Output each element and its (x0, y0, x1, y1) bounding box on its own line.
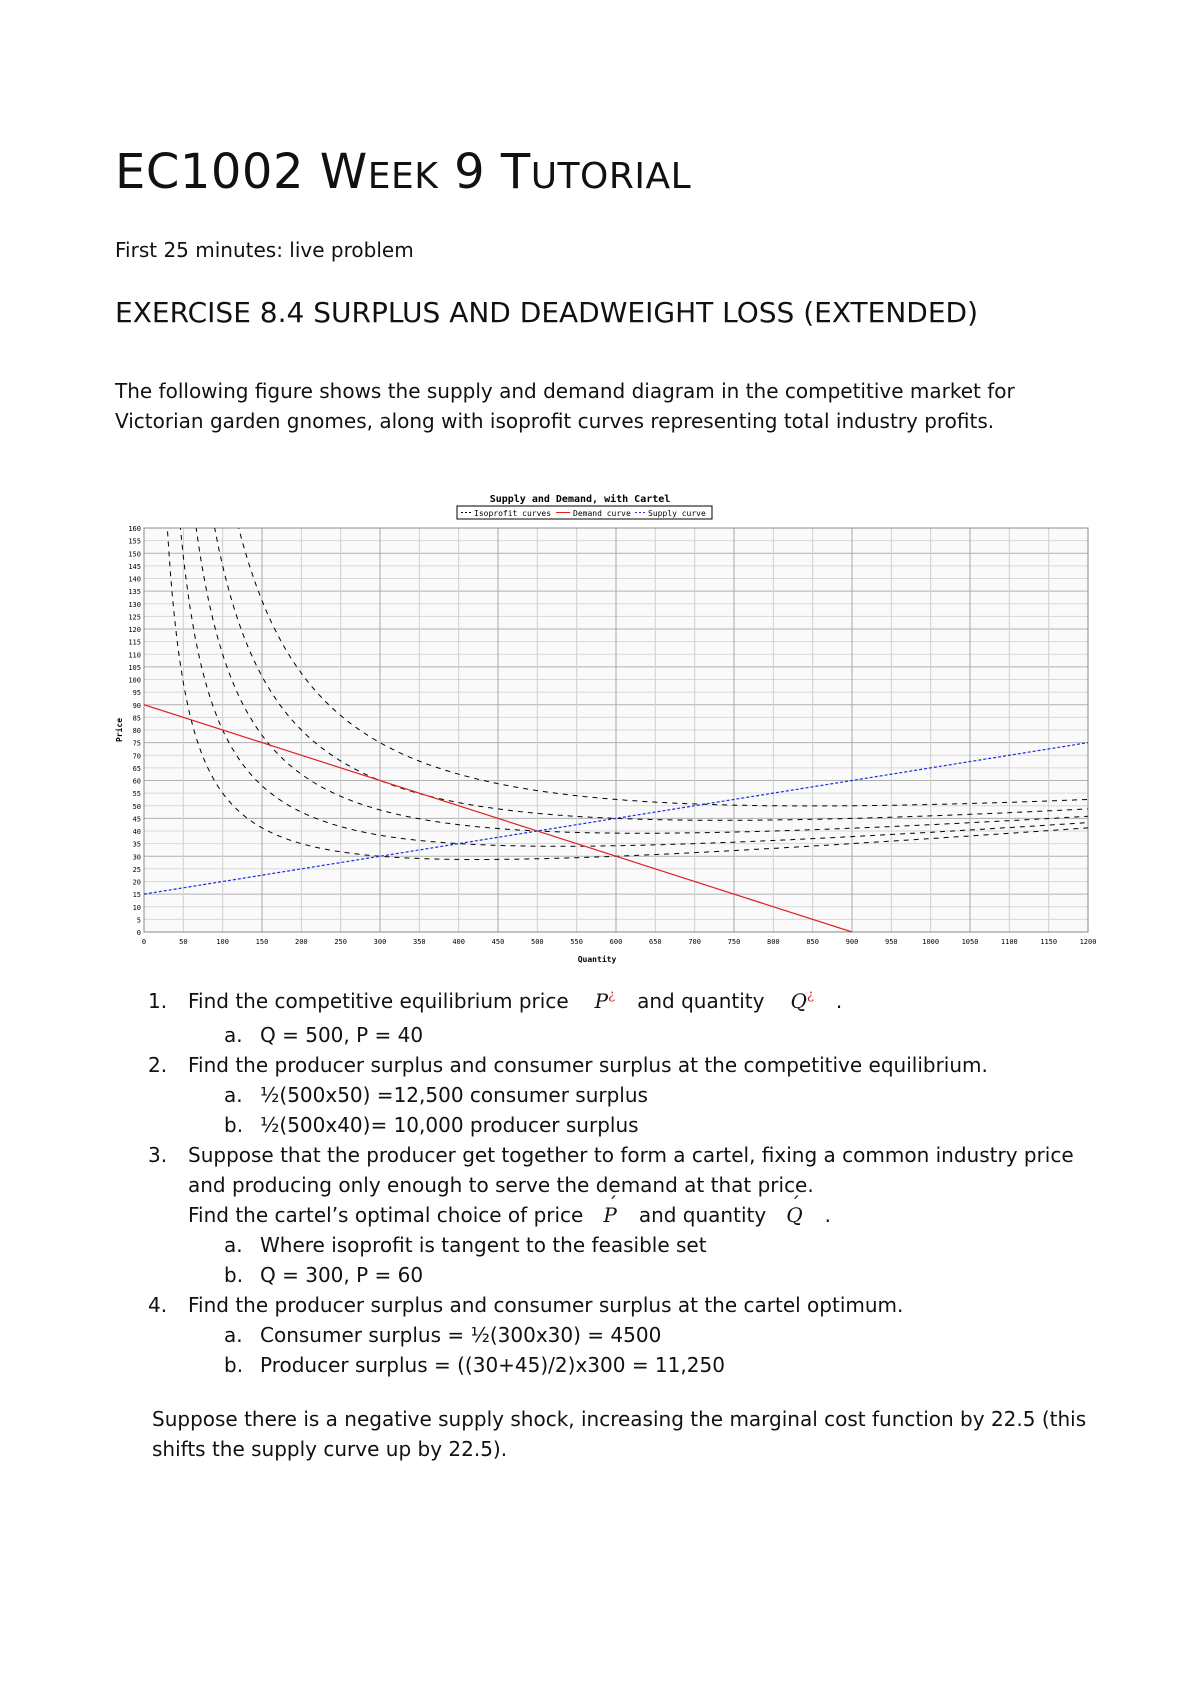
legend-supply: Supply curve (648, 509, 706, 518)
y-tick-label: 70 (132, 752, 141, 761)
answer-item: a. ½(500x50) =12,500 consumer surplus (224, 1083, 648, 1107)
y-tick-label: 115 (128, 638, 141, 647)
x-tick-label: 0 (141, 938, 147, 946)
chart-legend (457, 506, 712, 519)
x-tick-label: 750 (727, 938, 741, 946)
x-tick-label: 100 (216, 938, 229, 946)
y-axis-label: Price (115, 717, 124, 743)
x-tick-label: 700 (688, 938, 701, 946)
question-number: 3. (148, 1143, 168, 1167)
y-tick-label: 140 (128, 575, 141, 584)
answer-item: a. Q = 500, P = 40 (224, 1023, 424, 1047)
x-tick-label: 850 (806, 938, 819, 946)
y-tick-label: 65 (132, 764, 141, 773)
y-tick-label: 50 (132, 802, 141, 811)
x-tick-label: 900 (845, 938, 859, 946)
chart-title: Supply and Demand, with Cartel (489, 494, 671, 505)
legend-isoprofit: Isoprofit curves (474, 509, 552, 518)
question-list (148, 986, 1108, 1380)
subtitle: First 25 minutes: live problem (115, 238, 414, 262)
question-number: 1. (148, 989, 168, 1013)
y-tick-label: 30 (132, 853, 141, 862)
y-tick-label: 95 (132, 689, 141, 698)
y-tick-label: 5 (136, 916, 141, 925)
answer-item: a. Consumer surplus = ½(300x30) = 4500 (224, 1323, 662, 1347)
y-tick-label: 90 (132, 701, 141, 710)
question-1: 1. Find the competitive equilibrium price P¿ and quantity Q¿ . a. Q = 500, P = 40 (148, 986, 1108, 1050)
y-tick-label: 130 (128, 600, 141, 609)
x-tick-label: 950 (885, 938, 898, 946)
x-tick-label: 250 (334, 938, 347, 946)
x-tick-label: 200 (295, 938, 308, 946)
y-tick-label: 35 (132, 840, 141, 849)
x-tick-label: 1200 (1079, 938, 1097, 946)
y-tick-label: 10 (132, 903, 141, 912)
y-tick-label: 80 (132, 727, 141, 735)
y-tick-label: 40 (132, 828, 141, 836)
y-tick-label: 120 (128, 626, 141, 634)
y-tick-label: 20 (132, 878, 141, 887)
x-tick-label: 500 (531, 938, 544, 946)
x-tick-label: 600 (609, 938, 623, 946)
x-tick-label: 1050 (961, 938, 979, 946)
y-tick-label: 55 (132, 790, 141, 799)
y-tick-label: 145 (128, 562, 141, 571)
exercise-heading: EXERCISE 8.4 SURPLUS AND DEADWEIGHT LOSS (EXTENDED) (115, 296, 978, 329)
y-tick-label: 75 (132, 739, 141, 748)
answer-item: a. Where isoprofit is tangent to the feasible set (224, 1233, 707, 1257)
question-number: 2. (148, 1053, 168, 1077)
closing-paragraph: Suppose there is a negative supply shock, increasing the marginal cost function by 22.5 (this shifts the supply curve up by 22.5). (152, 1407, 1087, 1461)
y-tick-label: 160 (128, 525, 141, 533)
y-tick-label: 125 (128, 613, 141, 622)
y-tick-label: 155 (128, 537, 141, 546)
answer-item: b. Producer surplus = ((30+45)/2)x300 = 11,250 (224, 1353, 725, 1377)
answer-item: b. Q = 300, P = 60 (224, 1263, 424, 1287)
y-tick-label: 150 (128, 550, 141, 559)
y-tick-label: 15 (132, 891, 141, 900)
y-tick-label: 25 (132, 865, 141, 874)
x-tick-label: 350 (413, 938, 426, 946)
x-tick-label: 150 (255, 938, 269, 946)
y-tick-label: 135 (128, 588, 141, 597)
x-axis-label: Quantity (577, 955, 617, 964)
page-title: EC1002 WEEK 9 TUTORIAL (115, 144, 692, 200)
x-tick-label: 400 (452, 938, 465, 946)
y-tick-label: 110 (128, 651, 141, 660)
x-tick-label: 50 (179, 938, 188, 946)
answer-item: b. ½(500x40)= 10,000 producer surplus (224, 1113, 639, 1137)
x-tick-label: 550 (570, 938, 583, 946)
x-tick-label: 300 (373, 938, 387, 946)
question-4: 4. Find the producer surplus and consumer surplus at the cartel optimum. a. Consumer surplus = ½(300x30) = 4500 b. Producer surplus = ((30+45)/2)x300 = 11,250 (148, 1290, 1108, 1380)
y-tick-label: 85 (132, 714, 141, 723)
question-2: 2. Find the producer surplus and consumer surplus at the competitive equilibrium. a. ½(500x50) =12,500 consumer surplus b. ½(500x40)= 10,000 producer surplus (148, 1050, 1108, 1140)
y-tick-label: 45 (132, 815, 141, 824)
y-tick-label: 105 (128, 663, 141, 672)
legend-demand: Demand curve (573, 509, 631, 518)
x-tick-label: 800 (767, 938, 780, 946)
question-number: 4. (148, 1293, 168, 1317)
supply-demand-chart (112, 484, 1097, 966)
question-3: 3. Suppose that the producer get together to form a cartel, fixing a common industry price and producing only enough to serve the demand at that price. Find the cartel’s optimal choice of price´ P and quantity´ Q . a. Where isoprofit is tangent to the feasible set b. Q = 300, P = 60 (148, 1140, 1108, 1290)
x-tick-label: 650 (649, 938, 662, 946)
x-tick-label: 450 (491, 938, 505, 946)
y-tick-label: 0 (136, 929, 141, 937)
x-tick-label: 1150 (1040, 938, 1058, 946)
chart-svg (112, 484, 1097, 966)
intro-paragraph: The following figure shows the supply and demand diagram in the competitive market for Victorian garden gnomes, along with isoprofit curves representing total industry profits. (115, 379, 1015, 433)
x-tick-label: 1100 (1000, 938, 1018, 946)
x-tick-label: 1000 (922, 938, 940, 946)
y-tick-label: 60 (132, 777, 141, 786)
y-tick-label: 100 (128, 676, 141, 685)
